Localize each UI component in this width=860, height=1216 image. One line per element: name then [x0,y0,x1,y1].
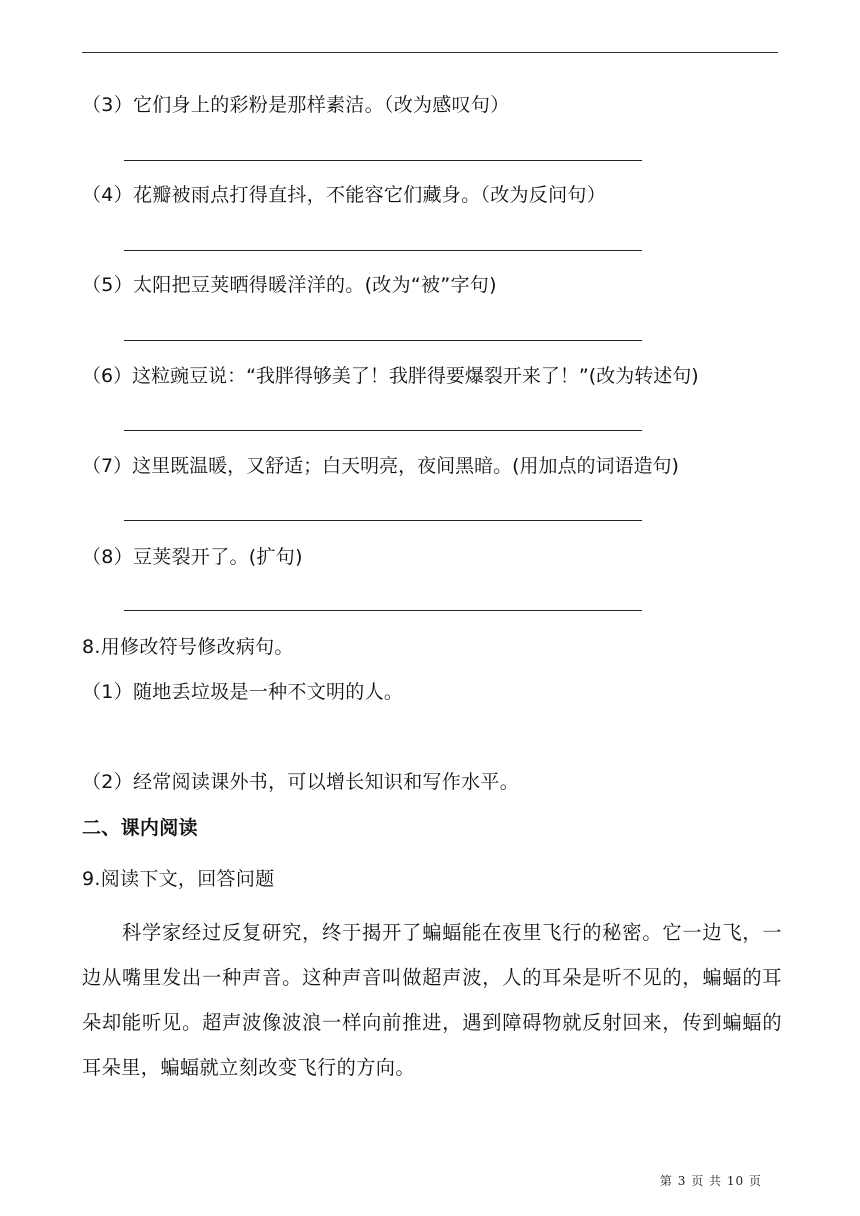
footer-total-pages: 10 [726,1174,745,1188]
answer-line-6[interactable] [124,430,642,431]
question-item-7: （7）这里既温暖，又舒适；白天明亮，夜间黑暗。(用加点的词语造句) [82,455,679,477]
question-8-title: 8.用修改符号修改病句。 [82,636,294,658]
question-item-3: （3）它们身上的彩粉是那样素洁。（改为感叹句） [82,94,510,116]
question-item-6: （6）这粒豌豆说：“我胖得够美了！我胖得要爆裂开来了！”(改为转述句) [82,365,699,387]
answer-line-3[interactable] [124,160,642,161]
answer-line-4[interactable] [124,250,642,251]
header-rule [82,52,778,53]
footer-suffix: 页 [748,1174,762,1188]
question-item-8: （8）豆荚裂开了。(扩句) [82,546,303,568]
question-9-title: 9.阅读下文，回答问题 [82,868,275,890]
q8-item-1: （1）随地丢垃圾是一种不文明的人。 [82,681,404,703]
answer-line-8[interactable] [124,610,642,611]
reading-passage: 科学家经过反复研究，终于揭开了蝙蝠能在夜里飞行的秘密。它一边飞，一边从嘴里发出一种声音。这种声音叫做超声波，人的耳朵是听不见的，蝙蝠的耳朵却能听见。超声波像波浪一样向前推进，遇到障碍物就反射回来，传到蝙蝠的耳朵里，蝙蝠就立刻改变飞行的方向。 [82,921,782,1079]
footer-middle: 页 共 [691,1174,723,1188]
question-item-4: （4）花瓣被雨点打得直抖，不能容它们藏身。（改为反问句） [82,184,606,206]
q8-item-2: （2）经常阅读课外书，可以增长知识和写作水平。 [82,771,519,793]
section-heading: 二、课内阅读 [82,817,198,839]
answer-line-5[interactable] [124,340,642,341]
footer-prefix: 第 [659,1174,673,1188]
answer-line-7[interactable] [124,520,642,521]
page-footer [660,1172,762,1189]
footer-page-number: 3 [677,1174,687,1188]
question-item-5: （5）太阳把豆荚晒得暖洋洋的。(改为“被”字句) [82,274,497,296]
